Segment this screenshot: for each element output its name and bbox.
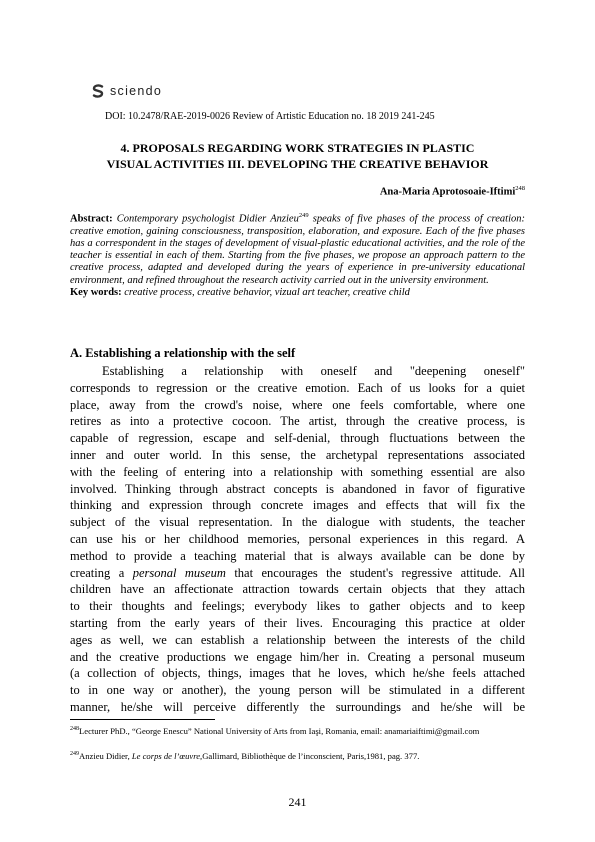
footnote-italic-title: Le corps de l’œuvre, [131,750,203,761]
body-line: manner, he/she will perceive differently the surroundings and he/she will be [70,699,525,714]
footnote-248 [70,724,525,737]
body-line: to their thoughts and feelings; everybody likes to gather objects and to keep [70,599,525,614]
footnote-text: Gallimard, Bibliothèque de l’inconscient, Paris,1981, pag. 377. [202,750,420,761]
abstract-label: Abstract: [70,213,113,225]
footnote-text: Lecturer PhD., “George Enescu” National University of Arts from Iaşi, Romania, email: anamariaiftimi@gmail.com [79,725,480,736]
body-line: ages as well, we can establish a relationship between the interests of the child [70,632,525,647]
body-line: starting from the early years of their lives. Encouraging this practice at older [70,615,525,630]
footnote-number: 249 [70,751,79,757]
body-line: with the feeling of entering into a relationship with something essential are also [70,464,525,479]
author-footnote-ref[interactable]: 248 [515,185,525,192]
italic-phrase: personal museum [132,565,226,580]
author-name [380,185,525,198]
logo-text: sciendo [110,84,163,98]
body-line: corresponds to regression or the creative emotion. Each of us looks for a quiet [70,380,525,395]
title-line-2: VISUAL ACTIVITIES III. DEVELOPING THE CREATIVE BEHAVIOR [106,157,489,171]
body-text [70,363,525,716]
abstract-text-1: Contemporary psychologist Didier Anzieu [112,213,299,225]
body-line: involved. Thinking through abstract concepts is abandoned in favor of figurative [70,481,525,496]
keywords-label: Key words: [70,286,122,298]
body-line: method to provide a teaching material that is always available can be done by [70,548,525,563]
body-line: thinking and expression through concrete images and effects that will fix the [70,498,525,513]
footnote-divider [70,719,215,720]
body-line: place, away from the crowd's noise, where one feels comfortable, where one [70,397,525,412]
keywords-line [70,287,525,299]
article-title [70,140,525,172]
doi-line: DOI: 10.2478/RAE-2019-0026 Review of Artistic Education no. 18 2019 241-245 [105,111,435,122]
section-heading: A. Establishing a relationship with the self [70,346,296,360]
footnote-number: 248 [70,726,79,732]
body-line: (a collection of objects, things, images that he loves, which he/she feels attached [70,666,525,681]
page-number: 241 [288,795,307,809]
sciendo-logo-icon [91,84,105,98]
footnote-text: Anzieu Didier, [79,750,132,761]
abstract-text-2: speaks of five phases of the process of creation: creative emotion, gaining consciousness, transposition, elaboration, and exposure. Each of the five phases has a correspondent in the stages of development of visual-plastic educational activities, and the role of the teacher is essential in each of them. Starting from the five phases, we propose an approach pattern to the creative process, adapted and developed during the years of experience in pre-university educational environment, and refined throughout the research activity carried out in the university environment. [70,213,525,286]
abstract-footnote-ref[interactable]: 249 [298,212,309,219]
body-line: capable of regression, escape and self-denial, through fluctuations between the [70,431,525,446]
body-line: children have an affectionate attraction towards certain objects that they attach [70,582,525,597]
body-text-segment: that encourages the student's regressive attitude. All [225,565,525,580]
body-text-segment: creating a [70,565,133,580]
footnote-249 [70,749,525,762]
body-line: to in one way or another), the young person will be stimulated in a different [70,683,525,698]
body-line: inner and outer world. In this sense, the archetypal representations associated [70,447,525,462]
abstract-block [70,210,525,299]
body-line: can use his or her childhood memories, personal experiences in this regard. A [70,531,525,546]
body-line: retires as into a protective cocoon. The artist, through the creative process, is [70,414,525,429]
body-line: Establishing a relationship with oneself and "deepening oneself" [102,364,525,378]
author-text: Ana-Maria Aprotosoaie-Iftimi [379,186,516,198]
publisher-logo [91,84,162,98]
title-line-1: 4. PROPOSALS REGARDING WORK STRATEGIES IN PLASTIC [120,141,475,155]
body-line [70,565,525,582]
body-line: and the creative productions we engage him/her in. Creating a personal museum [70,649,525,664]
keywords-text: creative process, creative behavior, vizual art teacher, creative child [121,286,410,298]
body-line: subject of the visual representation. In the dialogue with students, the teacher [70,515,525,530]
